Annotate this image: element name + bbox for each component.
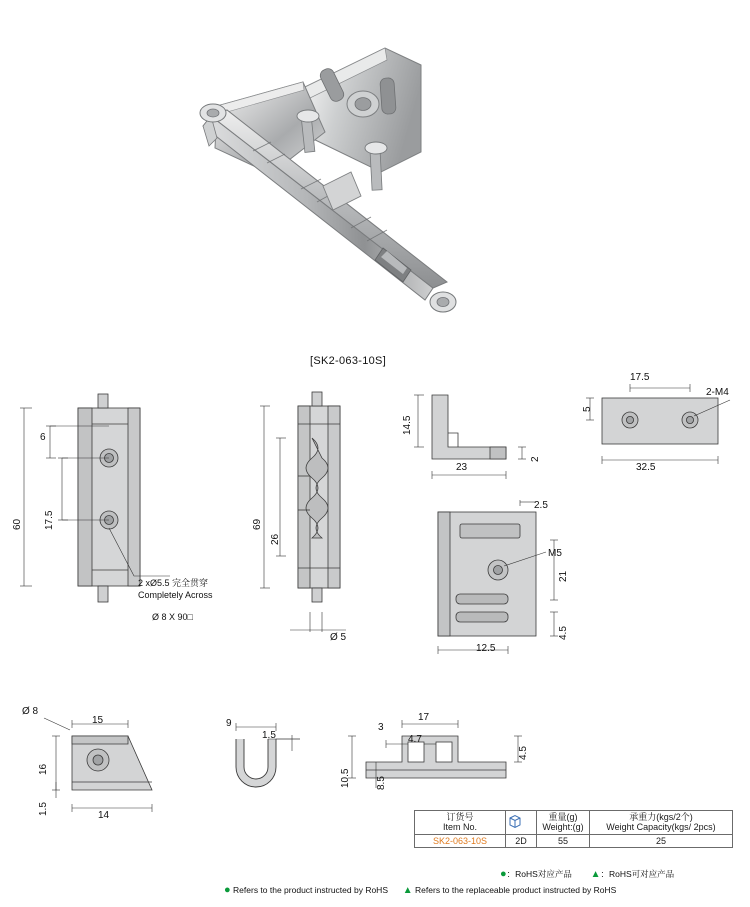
top-plate-dim-17-5: 17.5 [630,372,650,383]
leaf-dim-12-5: 12.5 [476,643,496,654]
detail-a-dim-1-5: 1.5 [38,802,49,816]
col-weight [537,811,590,835]
front-dim-6: 6 [40,432,46,443]
col-weight-en: Weight:(g) [542,822,584,833]
detail-b-dim-1-5: 1.5 [262,730,276,741]
cell-capacity: 25 [590,834,733,847]
cell-weight: 55 [537,834,590,847]
leaf-dim-m5: M5 [548,548,562,559]
rohs-triangle-icon: ▲ [590,869,601,880]
detail-b-view [200,705,330,815]
top-plate-dim-5: 5 [582,406,593,412]
col-item-no-cn: 订货号 [446,812,474,822]
detail-a-dim-15: 15 [92,715,104,726]
detail-a-dim-16: 16 [38,763,49,775]
bracket-dim-23: 23 [456,462,468,473]
cube-2d-icon [508,814,522,830]
detail-a-dim-14: 14 [98,810,110,821]
col-item-no [415,811,506,835]
leaf-dim-4-5: 4.5 [558,626,569,640]
leaf-dim-21: 21 [558,570,569,582]
detail-c-dim-4-7: 4.7 [408,734,422,745]
col-capacity-cn: 承重力(kgs/2个) [629,812,693,822]
legend-rohs-cn: ：RoHS对应产品 [506,869,572,879]
side-view [250,380,410,650]
rohs-dot-icon: ● [500,868,507,880]
cell-item-no: SK2-063-10S [415,834,506,847]
legend-rohs-en: Refers to the product instructed by RoHS [233,885,388,895]
detail-c-dim-8-5: 8.5 [376,776,387,790]
front-note-en: Completely Across [138,590,213,600]
detail-c-dim-4-5: 4.5 [518,746,529,760]
legend-en [224,884,616,896]
detail-c-dim-10-5: 10.5 [340,768,351,788]
spec-table [414,810,733,848]
col-capacity [590,811,733,835]
side-dim-69: 69 [252,518,263,530]
col-weight-cn: 重量(g) [548,812,578,822]
detail-c-dim-17: 17 [418,712,430,723]
detail-c-view [340,700,540,820]
detail-c-dim-3: 3 [378,722,384,733]
front-dim-17-5: 17.5 [44,510,55,530]
bracket-profile-view [400,385,540,495]
top-plate-dim-32-5: 32.5 [636,462,656,473]
product-photo [175,20,575,340]
bracket-dim-2: 2 [530,456,541,462]
col-item-no-en: Item No. [442,822,477,833]
legend-rohs-replace-en: Refers to the replaceable product instructed by RoHS [415,885,617,895]
legend-cn [500,868,674,880]
col-capacity-en: Weight Capacity(kgs/ 2pcs) [606,822,716,833]
side-dim-26: 26 [270,533,281,545]
front-note-cn: 2 xØ5.5 完全贯穿 [138,578,209,588]
side-dim-d5: Ø 5 [330,632,347,643]
col-icon [506,811,537,835]
cell-icon-label: 2D [506,834,537,847]
top-plate-dim-2m4: 2-M4 [706,387,729,398]
rohs-triangle-icon-en: ▲ [402,885,413,896]
legend-rohs-replace-cn: ：RoHS可对应产品 [600,869,675,879]
bracket-dim-14-5: 14.5 [402,415,413,435]
table-row [415,834,733,847]
model-label: [SK2-063-10S] [310,355,387,367]
front-note-chamfer: Ø 8 X 90□ [152,612,193,622]
rohs-dot-icon-en: ● [224,884,231,896]
front-dim-60: 60 [12,518,23,530]
leaf-dim-2-5: 2.5 [534,500,548,511]
detail-b-dim-9: 9 [226,718,232,729]
detail-a-dim-d8: Ø 8 [22,706,39,717]
